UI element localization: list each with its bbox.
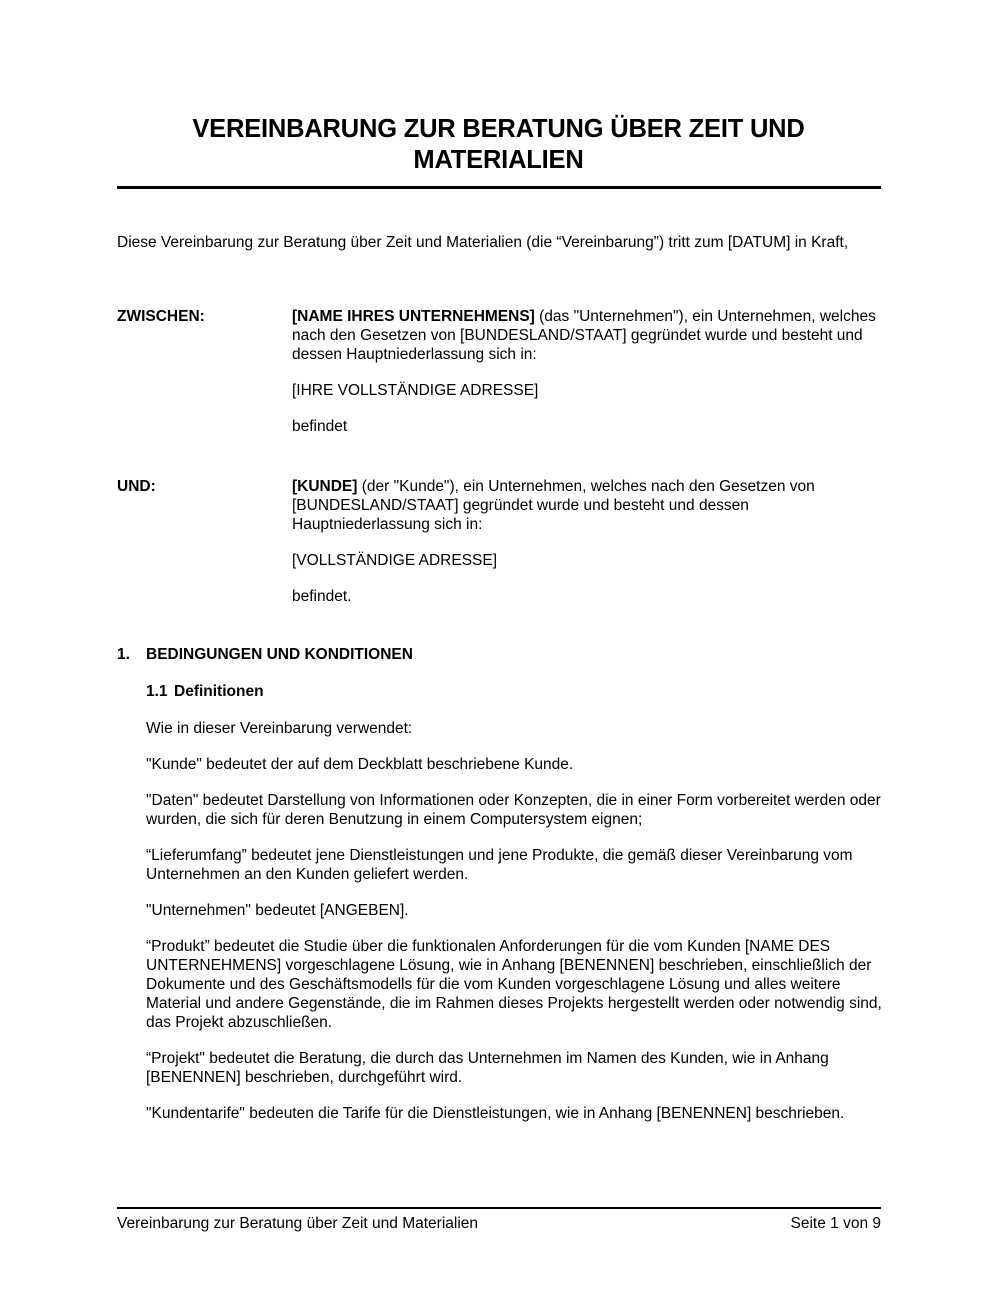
party-address: [IHRE VOLLSTÄNDIGE ADRESSE]: [292, 382, 539, 399]
definition-projekt: “Projekt" bedeutet die Beratung, die durch das Unternehmen im Namen des Kunden, wie in Anhang [BENENNEN] beschrieben, durchgeführt wird.: [146, 1050, 829, 1086]
party-closing: befindet.: [292, 588, 352, 605]
definitions-list: [146, 719, 886, 1140]
footer-document-title: Vereinbarung zur Beratung über Zeit und Materialien: [117, 1215, 479, 1232]
document-title: VEREINBARUNG ZUR BERATUNG ÜBER ZEIT UND MATERIALIEN: [192, 115, 805, 174]
subsection-number: 1.1: [146, 683, 168, 700]
party-block-client: [292, 477, 882, 623]
footer-divider: [117, 1207, 881, 1209]
definition-kundentarife: "Kundentarife" bedeuten die Tarife für die Dienstleistungen, wie in Anhang [BENENNEN] beschrieben.: [146, 1105, 845, 1122]
subsection-title: Definitionen: [174, 683, 264, 700]
party-address: [VOLLSTÄNDIGE ADRESSE]: [292, 552, 498, 569]
party-closing: befindet: [292, 418, 348, 435]
subsection-heading: [146, 682, 264, 701]
section-heading: [117, 645, 413, 664]
definition-produkt: “Produkt” bedeutet die Studie über die funktionalen Anforderungen für die vom Kunden [NAME DES UNTERNEHMENS] vorgeschlagene Lösung, wie in Anhang [BENENNEN] beschrieben, einschließlich der Dokumente und des Geschäftsmodells für die vom Kunden vorgeschlagene Lösung und alles weitere Material und andere Gegenstände, die im Rahmen dieses Projekts hergestellt werden oder notwendig sind, das Projekt abzuschließen.: [146, 938, 882, 1031]
party-label-zwischen: ZWISCHEN:: [117, 308, 205, 325]
party-description-text: (der "Kunde"), ein Unternehmen, welches nach den Gesetzen von [BUNDESLAND/STAAT] gegründet wurde und besteht und dessen Hauptniederlassung sich in:: [292, 478, 815, 533]
party-description-text: (das "Unternehmen"), ein Unternehmen, welches nach den Gesetzen von [BUNDESLAND/STAAT] gegründet wurde und besteht und dessen Hauptniederlassung sich in:: [292, 308, 876, 363]
intro-paragraph: Diese Vereinbarung zur Beratung über Zeit und Materialien (die “Vereinbarung”) tritt zum [DATUM] in Kraft,: [117, 234, 849, 251]
party-block-company: [292, 307, 882, 453]
party-name: [NAME IHRES UNTERNEHMENS]: [292, 308, 535, 325]
party-label-und: UND:: [117, 478, 156, 495]
definition-kunde: "Kunde" bedeutet der auf dem Deckblatt beschriebene Kunde.: [146, 756, 574, 773]
party-description: [292, 307, 882, 364]
party-name: [KUNDE]: [292, 478, 358, 495]
footer-page-number: Seite 1 von 9: [790, 1215, 881, 1232]
definitions-intro: Wie in dieser Vereinbarung verwendet:: [146, 720, 413, 737]
section-title: BEDINGUNGEN UND KONDITIONEN: [146, 646, 413, 663]
definition-unternehmen: "Unternehmen" bedeutet [ANGEBEN].: [146, 902, 409, 919]
section-number: 1.: [117, 646, 130, 663]
title-divider: [117, 186, 881, 189]
definition-daten: "Daten" bedeutet Darstellung von Informationen oder Konzepten, die in einer Form vorbereitet werden oder wurden, die sich für deren Benutzung in einem Computersystem eignen;: [146, 792, 881, 828]
party-description: [292, 477, 882, 534]
definition-lieferumfang: “Lieferumfang” bedeutet jene Dienstleistungen und jene Produkte, die gemäß dieser Vereinbarung vom Unternehmen an den Kunden geliefert werden.: [146, 847, 853, 883]
